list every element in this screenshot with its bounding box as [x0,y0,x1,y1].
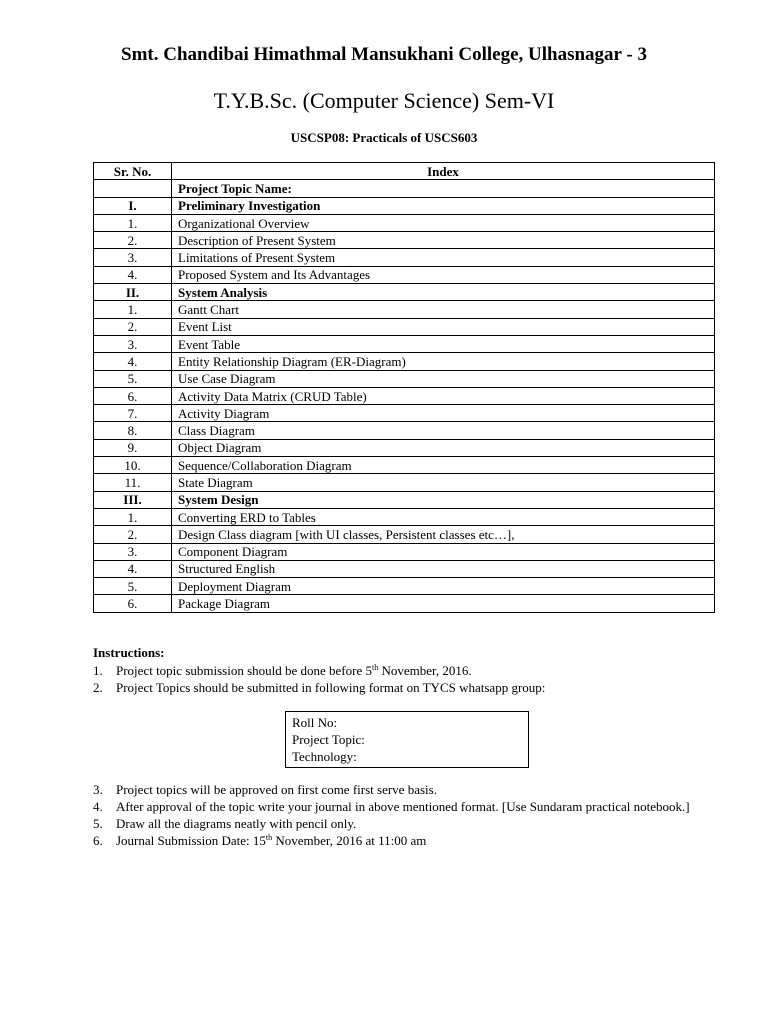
format-line: Roll No: [292,715,338,730]
row-index-text: Organizational Overview [172,214,715,231]
format-line: Technology: [292,749,357,764]
instruction-text-rest: November, 2016. [378,663,472,678]
row-index-text: Event List [172,318,715,335]
table-row [94,232,715,249]
row-sr-no: 4. [94,266,172,283]
submission-format-box [285,711,529,768]
row-index-text: Component Diagram [172,543,715,560]
table-row [94,560,715,577]
instructions-list-top [93,662,693,696]
row-sr-no: 1. [94,508,172,525]
instruction-text [116,781,693,798]
row-index-text: Class Diagram [172,422,715,439]
row-sr-no: 5. [94,578,172,595]
row-index-text: Package Diagram [172,595,715,612]
row-index-text: Preliminary Investigation [172,197,715,214]
row-index-text: Limitations of Present System [172,249,715,266]
instruction-text [116,662,693,679]
table-row [94,578,715,595]
row-sr-no: 6. [94,595,172,612]
row-sr-no: 8. [94,422,172,439]
table-row [94,266,715,283]
table-row [94,491,715,508]
table-row [94,335,715,352]
row-sr-no [94,180,172,197]
row-index-text: Entity Relationship Diagram (ER-Diagram) [172,353,715,370]
table-row [94,197,715,214]
instruction-item [93,679,693,696]
row-index-text: Design Class diagram [with UI classes, Persistent classes etc…], [172,526,715,543]
instruction-text-main: Project Topics should be submitted in following format on TYCS whatsapp group: [116,680,546,695]
header-sr-no: Sr. No. [94,163,172,180]
row-sr-no: 1. [94,214,172,231]
table-row [94,543,715,560]
table-row [94,422,715,439]
table-row [94,284,715,301]
row-index-text: Proposed System and Its Advantages [172,266,715,283]
table-row [94,301,715,318]
row-sr-no: 7. [94,405,172,422]
header-index: Index [172,163,715,180]
table-row [94,180,715,197]
table-row [94,370,715,387]
instruction-text [116,832,693,849]
table-row [94,595,715,612]
instruction-number: 3. [93,782,103,797]
table-row [94,439,715,456]
row-sr-no: I. [94,197,172,214]
instruction-number: 5. [93,816,103,831]
table-row [94,387,715,404]
row-index-text: Gantt Chart [172,301,715,318]
instruction-number: 1. [93,663,103,678]
row-index-text: Activity Data Matrix (CRUD Table) [172,387,715,404]
instruction-number: 6. [93,833,103,848]
instruction-item [93,781,693,798]
paper-code: USCSP08: Practicals of USCS603 [290,130,478,145]
row-sr-no: III. [94,491,172,508]
index-table-body [94,180,715,612]
row-sr-no: 3. [94,543,172,560]
table-row [94,249,715,266]
instruction-text-main: Draw all the diagrams neatly with pencil only. [116,816,357,831]
table-row [94,508,715,525]
row-sr-no: II. [94,284,172,301]
instruction-text-rest: November, 2016 at 11:00 am [272,833,427,848]
ordinal-suffix: th [265,833,273,842]
row-index-text: Converting ERD to Tables [172,508,715,525]
row-index-text: Object Diagram [172,439,715,456]
instruction-number: 4. [93,799,103,814]
ordinal-suffix: th [372,663,379,672]
row-index-text: Activity Diagram [172,405,715,422]
index-table [93,162,715,613]
instruction-item [93,832,693,849]
row-index-text: Sequence/Collaboration Diagram [172,457,715,474]
row-index-text: Use Case Diagram [172,370,715,387]
row-sr-no: 4. [94,560,172,577]
row-sr-no: 1. [94,301,172,318]
table-header-row [94,163,715,180]
instruction-item [93,815,693,832]
table-row [94,526,715,543]
instructions-list-bottom [93,781,693,849]
instruction-text [116,815,693,832]
row-sr-no: 5. [94,370,172,387]
table-row [94,405,715,422]
row-sr-no: 2. [94,232,172,249]
instruction-text [116,798,693,815]
row-index-text: System Analysis [172,284,715,301]
instructions-heading: Instructions: [93,645,165,660]
instruction-number: 2. [93,680,103,695]
row-sr-no: 4. [94,353,172,370]
row-index-text: State Diagram [172,474,715,491]
row-sr-no: 9. [94,439,172,456]
table-row [94,353,715,370]
table-row [94,457,715,474]
row-sr-no: 10. [94,457,172,474]
instruction-text-main: After approval of the topic write your journal in above mentioned format. [Use Sundaram practical notebook.] [116,799,690,814]
table-row [94,214,715,231]
instruction-text-main: Project topics will be approved on first come first serve basis. [116,782,437,797]
table-row [94,318,715,335]
row-sr-no: 2. [94,318,172,335]
row-sr-no: 2. [94,526,172,543]
row-sr-no: 3. [94,335,172,352]
instruction-text [116,679,693,696]
instruction-item [93,798,693,815]
row-index-text: System Design [172,491,715,508]
row-index-text: Description of Present System [172,232,715,249]
format-line: Project Topic: [292,732,365,747]
course-title: T.Y.B.Sc. (Computer Science) Sem-VI [213,88,555,113]
instructions-section [93,645,693,696]
row-sr-no: 3. [94,249,172,266]
row-index-text: Event Table [172,335,715,352]
row-sr-no: 6. [94,387,172,404]
college-name: Smt. Chandibai Himathmal Mansukhani College, Ulhasnagar - 3 [121,44,647,65]
row-index-text: Structured English [172,560,715,577]
instruction-item [93,662,693,679]
instruction-text-main: Project topic submission should be done before 5 [116,663,372,678]
instruction-text-main: Journal Submission Date: 15 [116,833,266,848]
table-row [94,474,715,491]
row-index-text: Deployment Diagram [172,578,715,595]
row-sr-no: 11. [94,474,172,491]
row-index-text: Project Topic Name: [172,180,715,197]
